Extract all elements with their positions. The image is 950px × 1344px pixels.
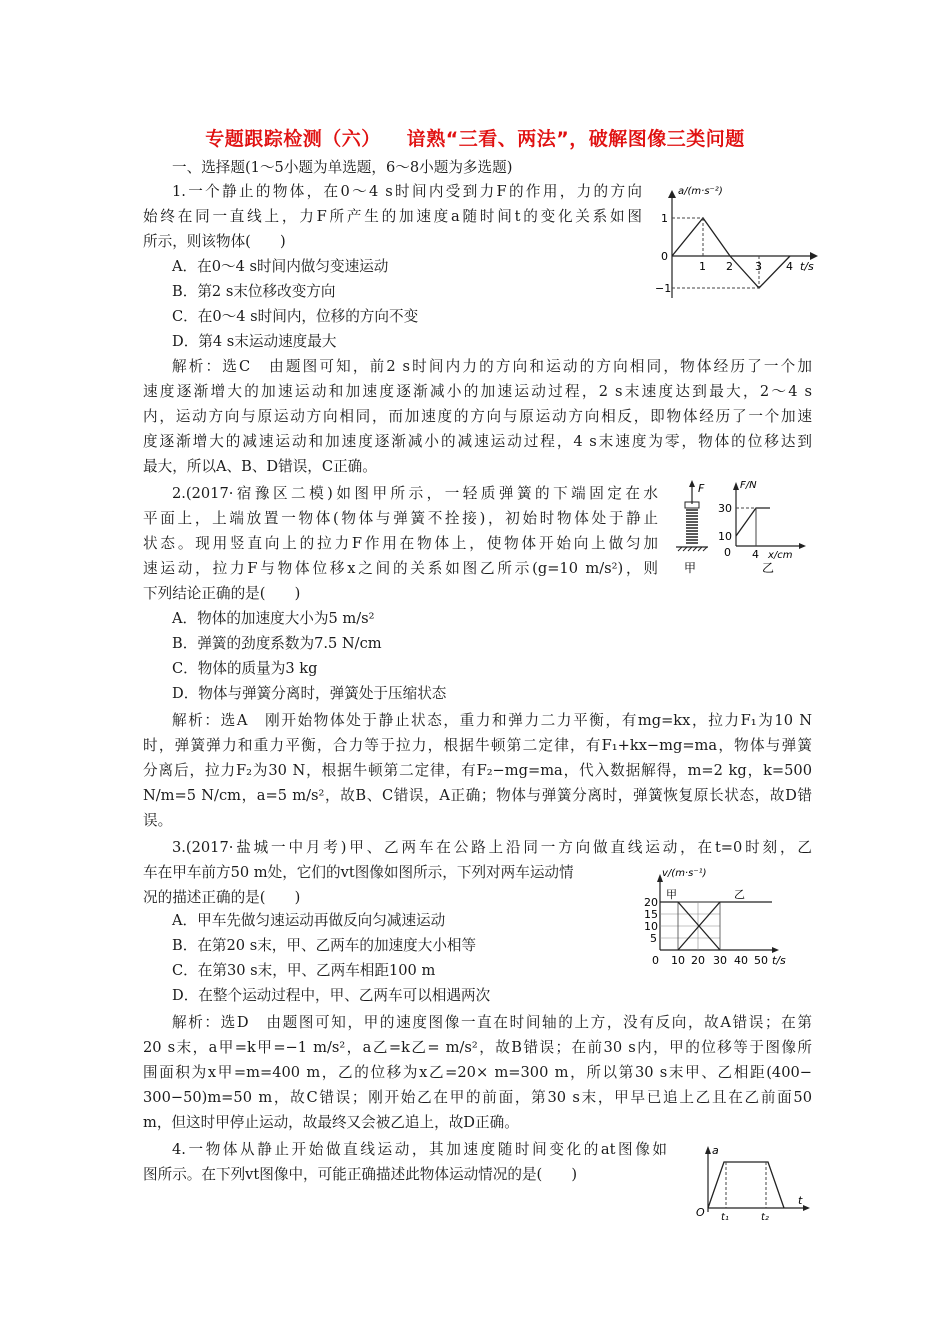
q4-tick-t2: t₂ <box>761 1212 769 1220</box>
title-part-2: 谙熟“三看、两法”，破解图像三类问题 <box>406 128 745 150</box>
q4-x-label: t <box>798 1194 803 1207</box>
q4-tick-t1: t₁ <box>721 1212 729 1220</box>
q2-x-label: x/cm <box>768 550 793 561</box>
q1-tick-x2: 2 <box>726 260 733 273</box>
q2-stem-line: 状态。现用竖直向上的拉力F作用在物体上，使物体开始向上做匀加 <box>143 535 658 552</box>
q4-origin-label: O <box>696 1206 705 1219</box>
q3-option-b: B．在第20 s末，甲、乙两车的加速度大小相等 <box>172 937 477 954</box>
q1-tick-y1: 1 <box>661 212 668 225</box>
q2-option-c: C．物体的质量为3 kg <box>172 660 318 677</box>
q1-analysis-line: 度逐渐增大的减速运动和加速度逐渐减小的减速运动过程，4 s末速度为零，物体的位移达到 <box>143 433 812 450</box>
q2-option-a: A．物体的加速度大小为5 m/s² <box>172 610 375 627</box>
q1-option-a: A．在0～4 s时间内做匀变速运动 <box>172 258 389 275</box>
q2-force-graph <box>718 480 806 575</box>
q1-analysis-line: 解析：选C 由题图可知，前2 s时间内力的方向和运动的方向相同，物体经历了一个加 <box>172 358 812 375</box>
q2-tick-x4: 4 <box>752 548 759 561</box>
q2-y-arrow <box>733 482 739 490</box>
q3-stem-line: 3.(2017·盐城一中月考)甲、乙两车在公路上沿同一方向做直线运动，在t=0时刻，乙 <box>172 839 812 856</box>
q3-analysis-line: 解析：选D 由题图可知，甲的速度图像一直在时间轴的上方，没有反向，故A错误；在第 <box>172 1014 812 1031</box>
q4-x-arrow <box>803 1205 810 1211</box>
q2-stem-line: 平面上，上端放置一物体(物体与弹簧不拴接)，初始时物体处于静止 <box>143 510 658 527</box>
q2-stem-line: 下列结论正确的是( ) <box>143 585 301 602</box>
q4-stem-line: 图所示。在下列vt图像中，可能正确描述此物体运动情况的是( ) <box>143 1166 578 1183</box>
q3-tick-y5: 5 <box>650 932 657 945</box>
q1-x-arrow <box>810 252 818 260</box>
q3-tick-y10: 10 <box>644 920 658 933</box>
q2-figure <box>664 478 814 578</box>
q1-tick-x3: 3 <box>755 260 762 273</box>
q2-tick-y30: 30 <box>718 502 732 515</box>
q3-analysis-line: 300−50)m=50 m，故C错误；刚开始乙在甲的前面，第30 s末，甲早已追上乙且在乙前面50 <box>143 1089 812 1106</box>
q3-tick-x40: 40 <box>734 954 748 967</box>
q2-force-arrowhead <box>689 480 695 487</box>
q1-stem-line: 1.一个静止的物体，在0～4 s时间内受到力F的作用，力的方向 <box>172 183 642 200</box>
q3-tick-x10: 10 <box>671 954 685 967</box>
q2-caption-a: 甲 <box>684 561 697 575</box>
q2-line <box>736 508 770 536</box>
q3-stem-line: 车在甲车前方50 m处，它们的vt图像如图所示，下列对两车运动情 <box>143 864 574 881</box>
q2-analysis-line: 分离后，拉力F₂为30 N，根据牛顿第二定律，有F₂−mg=ma，代入数据解得，m=2 kg，k=500 <box>143 762 812 779</box>
page-title <box>0 124 950 151</box>
q3-tick-x30: 30 <box>713 954 727 967</box>
q2-caption-b: 乙 <box>762 561 775 575</box>
q1-y-label: a/(m·s⁻²) <box>678 186 723 197</box>
q4-y-arrow <box>705 1146 711 1154</box>
q3-label-yi: 乙 <box>734 888 745 901</box>
q1-tick-yneg: −1 <box>655 282 672 295</box>
q2-analysis-line: 时，弹簧弹力和重力平衡，合力等于拉力，根据牛顿第二定律，有F₁+kx−mg=ma，物体与弹簧 <box>143 737 812 754</box>
q2-y-label: F/N <box>740 480 757 491</box>
q4-acceleration-graph <box>688 1140 818 1220</box>
q2-analysis-line: 解析：选A 刚开始物体处于静止状态，重力和弹力二力平衡，有mg=kx，拉力F₁为10 N <box>172 712 812 729</box>
q2-x-arrow <box>799 543 806 549</box>
q1-acceleration-graph <box>650 178 840 303</box>
q2-tick-y0: 0 <box>724 546 731 559</box>
q3-y-label: v/(m·s⁻¹) <box>662 868 707 879</box>
q3-tick-x0: 0 <box>652 954 659 967</box>
q2-tick-y10: 10 <box>718 530 732 543</box>
q1-y-arrow <box>668 190 676 198</box>
q2-option-d: D．物体与弹簧分离时，弹簧处于压缩状态 <box>172 685 447 702</box>
q2-spring-diagram <box>676 480 708 575</box>
q2-stem-line: 2.(2017·宿豫区二模)如图甲所示，一轻质弹簧的下端固定在水 <box>172 485 658 502</box>
q1-option-d: D．第4 s末运动速度最大 <box>172 333 337 350</box>
q3-tick-y15: 15 <box>644 908 658 921</box>
q3-option-a: A．甲车先做匀速运动再做反向匀减速运动 <box>172 912 446 929</box>
q3-analysis-line: 围面积为x甲=m=400 m，乙的位移为x乙=20× m=300 m，所以第30 s末甲、乙相距(400− <box>143 1064 812 1081</box>
q1-x-label: t/s <box>800 260 814 273</box>
q1-tick-x1: 1 <box>699 260 706 273</box>
q1-tick-x4: 4 <box>786 260 793 273</box>
q1-analysis-line: 最大，所以A、B、D错误，C正确。 <box>143 458 377 475</box>
q3-tick-x20: 20 <box>691 954 705 967</box>
q4-y-label: a <box>712 1144 719 1157</box>
q1-option-c: C．在0～4 s时间内，位移的方向不变 <box>172 308 419 325</box>
q1-stem-line: 始终在同一直线上，力F所产生的加速度a随时间t的变化关系如图 <box>143 208 642 225</box>
q3-analysis-line: 20 s末，a甲=k甲=−1 m/s²，a乙=k乙= m/s²，故B错误；在前30 s内，甲的位移等于图像所 <box>143 1039 812 1056</box>
q1-stem-line: 所示，则该物体( ) <box>143 233 286 250</box>
q2-spring <box>686 510 698 543</box>
q2-stem-line: 速运动，拉力F与物体位移x之间的关系如图乙所示(g=10 m/s²)，则 <box>143 560 658 577</box>
q4-curve <box>708 1162 784 1208</box>
q3-x-arrow <box>772 947 779 953</box>
q3-tick-y20: 20 <box>644 896 658 909</box>
title-part-1: 专题跟踪检测（六） <box>205 128 381 150</box>
q3-stem-line: 况的描述正确的是( ) <box>143 889 301 906</box>
q3-label-jia: 甲 <box>666 888 677 901</box>
q1-option-b: B．第2 s末位移改变方向 <box>172 283 336 300</box>
section-heading: 一、选择题(1～5小题为单选题，6～8小题为多选题) <box>172 159 513 176</box>
q3-x-label: t/s <box>772 954 786 967</box>
q1-analysis-line: 内，运动方向与原运动方向相同，而加速度的方向与原运动方向相反，即物体经历了一个加速 <box>143 408 812 425</box>
q2-analysis-line: 误。 <box>143 812 173 829</box>
q1-curve <box>672 218 790 288</box>
q2-option-b: B．弹簧的劲度系数为7.5 N/cm <box>172 635 382 652</box>
q4-stem-line: 4.一物体从静止开始做直线运动，其加速度随时间变化的at图像如 <box>172 1141 667 1158</box>
q3-velocity-graph <box>642 866 802 976</box>
q3-tick-x50: 50 <box>754 954 768 967</box>
q1-tick-y0: 0 <box>661 250 668 263</box>
q2-f-label: F <box>698 482 705 495</box>
q3-analysis-line: m，但这时甲停止运动，故最终又会被乙追上，故D正确。 <box>143 1114 519 1131</box>
q1-analysis-line: 速度逐渐增大的加速运动和加速度逐渐减小的加速运动过程，2 s末速度达到最大，2～4 s <box>143 383 812 400</box>
q3-option-d: D．在整个运动过程中，甲、乙两车可以相遇两次 <box>172 987 491 1004</box>
q2-analysis-line: N/m=5 N/cm，a=5 m/s²，故B、C错误，A正确；物体与弹簧分离时，弹簧恢复原长状态，故D错 <box>143 787 812 804</box>
q3-option-c: C．在第30 s末，甲、乙两车相距100 m <box>172 962 436 979</box>
